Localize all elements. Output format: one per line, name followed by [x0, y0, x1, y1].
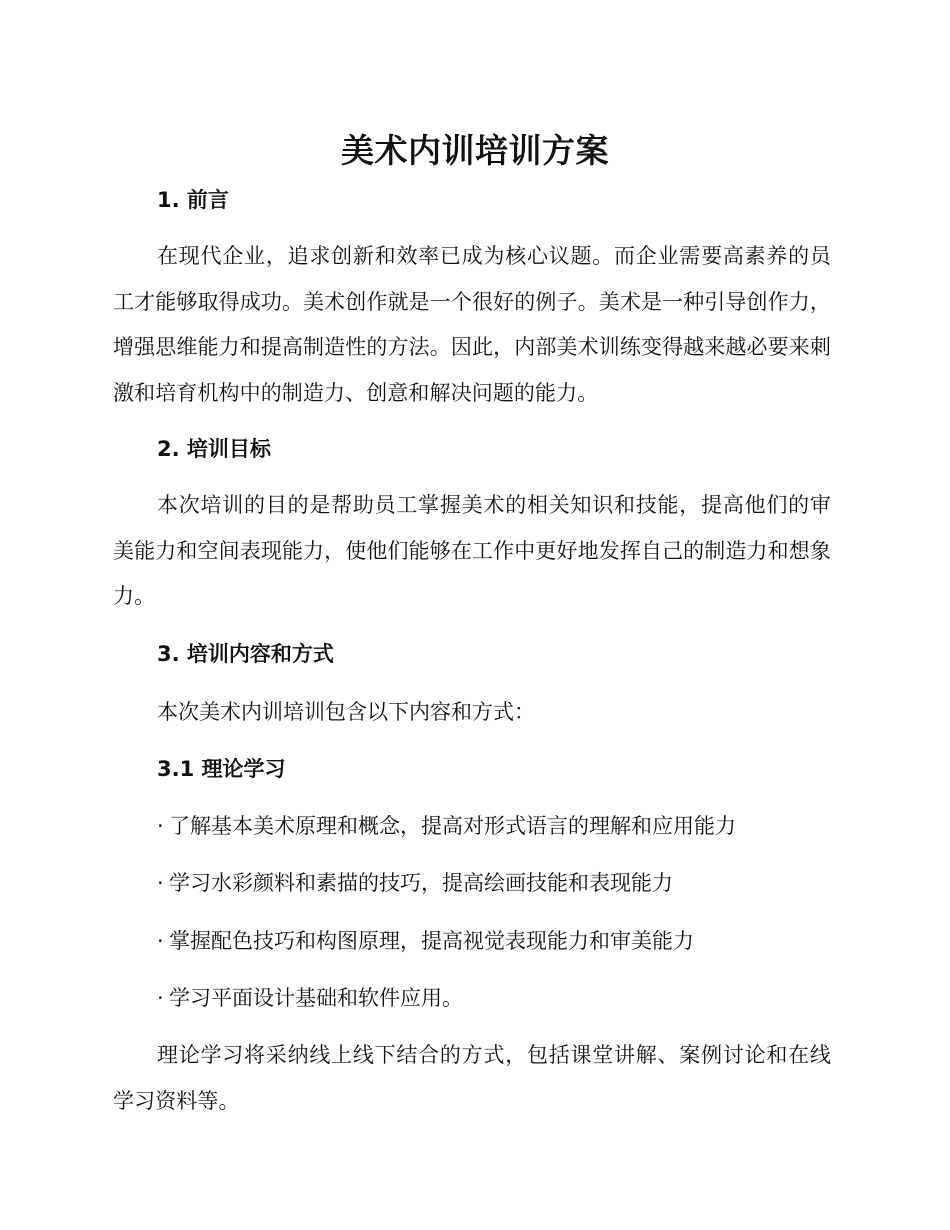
section-heading-preface: 1. 前言	[157, 188, 229, 212]
content-intro: 本次美术内训培训包含以下内容和方式：	[157, 700, 535, 724]
list-item	[157, 983, 463, 1013]
document-title: 美术内训培训方案	[341, 131, 609, 170]
list-item-text: 了解基本美术原理和概念，提高对形式语言的理解和应用能力	[169, 814, 736, 838]
list-item-text: 掌握配色技巧和构图原理，提高视觉表现能力和审美能力	[169, 929, 694, 953]
bullet-marker: ·	[157, 871, 164, 895]
section-heading-theory: 3.1 理论学习	[157, 757, 286, 781]
section-heading-content: 3. 培训内容和方式	[157, 642, 334, 666]
list-item	[157, 868, 673, 898]
section-heading-goals: 2. 培训目标	[157, 437, 271, 461]
list-item	[157, 926, 694, 956]
list-item-text: 学习水彩颜料和素描的技巧，提高绘画技能和表现能力	[169, 871, 673, 895]
list-item	[157, 811, 736, 841]
theory-paragraph: 理论学习将采纳线上线下结合的方式，包括课堂讲解、案例讨论和在线学习资料等。	[113, 1043, 831, 1113]
goals-paragraph: 本次培训的目的是帮助员工掌握美术的相关知识和技能，提高他们的审美能力和空间表现能力，使他们能够在工作中更好地发挥自己的制造力和想象力。	[113, 493, 831, 608]
bullet-marker: ·	[157, 814, 164, 838]
bullet-marker: ·	[157, 986, 164, 1010]
list-item-text: 学习平面设计基础和软件应用。	[169, 986, 463, 1010]
preface-paragraph: 在现代企业，追求创新和效率已成为核心议题。而企业需要高素养的员工才能够取得成功。美术创作就是一个很好的例子。美术是一种引导创作力，增强思维能力和提高制造性的方法。因此，内部美术训练变得越来越必要来刺激和培育机构中的制造力、创意和解决问题的能力。	[113, 244, 831, 405]
bullet-marker: ·	[157, 929, 164, 953]
